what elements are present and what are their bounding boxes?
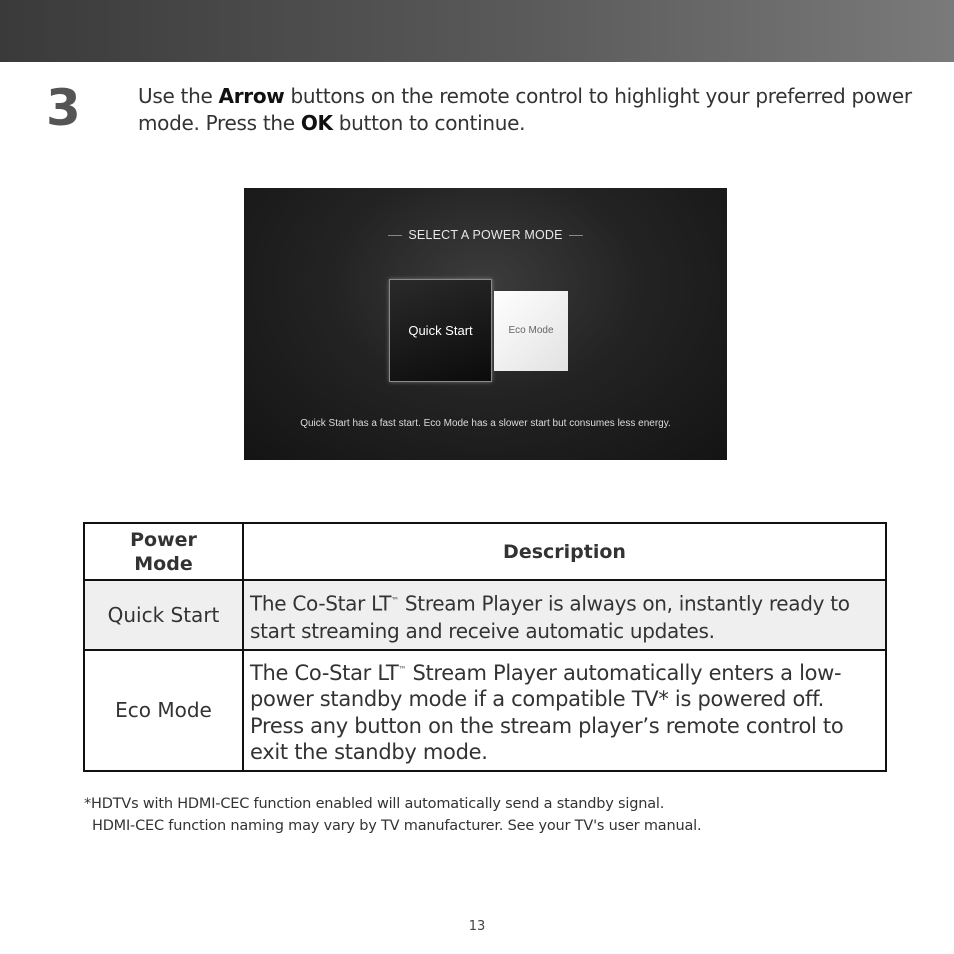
tv-screenshot	[244, 188, 727, 460]
step-text-part-bold: OK	[300, 111, 333, 135]
screen-heading	[244, 228, 727, 242]
heading-left-line	[388, 235, 402, 236]
column-header-power-mode: Power Mode	[84, 523, 243, 580]
step-instructions	[138, 83, 918, 137]
table-row	[84, 650, 886, 771]
trademark-symbol: ™	[398, 664, 407, 674]
heading-right-line	[569, 235, 583, 236]
quick-start-tile[interactable]	[389, 279, 492, 382]
step-text-part: button to continue.	[332, 111, 526, 135]
quick-start-tile-label: Quick Start	[408, 323, 473, 338]
step-number: 3	[46, 79, 81, 137]
footnote-line: HDMI-CEC function naming may vary by TV manufacturer. See your TV's user manual.	[92, 818, 702, 834]
header-bar	[0, 0, 954, 62]
eco-mode-tile-label: Eco Mode	[508, 325, 554, 336]
mode-cell: Eco Mode	[84, 650, 243, 771]
step-text-part-bold: Arrow	[218, 84, 285, 108]
footnote	[84, 793, 884, 837]
column-header-description: Description	[243, 523, 886, 580]
step-text-part: Use the	[138, 84, 219, 108]
mode-cell: Quick Start	[84, 580, 243, 650]
table-header-row	[84, 523, 886, 580]
table-row	[84, 580, 886, 650]
page-number: 13	[468, 919, 486, 934]
description-cell: The Co-Star LT™ Stream Player automatically enters a low-power standby mode if a compatible TV* is powered off. Press any button on the stream player’s remote control to exit the standby mode.	[243, 650, 886, 771]
footnote-line: *HDTVs with HDMI-CEC function enabled will automatically send a standby signal.	[84, 796, 665, 812]
step-text-part: buttons on the remote control to highlight your preferred power mode. Press the	[138, 84, 912, 135]
description-cell: The Co-Star LT™ Stream Player is always on, instantly ready to start streaming and receive automatic updates.	[243, 580, 886, 650]
power-mode-table	[83, 522, 887, 772]
trademark-symbol: ™	[391, 596, 399, 605]
screen-heading-text: SELECT A POWER MODE	[408, 228, 563, 242]
eco-mode-tile[interactable]	[494, 291, 568, 371]
screen-footer-text: Quick Start has a fast start. Eco Mode has a slower start but consumes less energy.	[300, 418, 671, 429]
